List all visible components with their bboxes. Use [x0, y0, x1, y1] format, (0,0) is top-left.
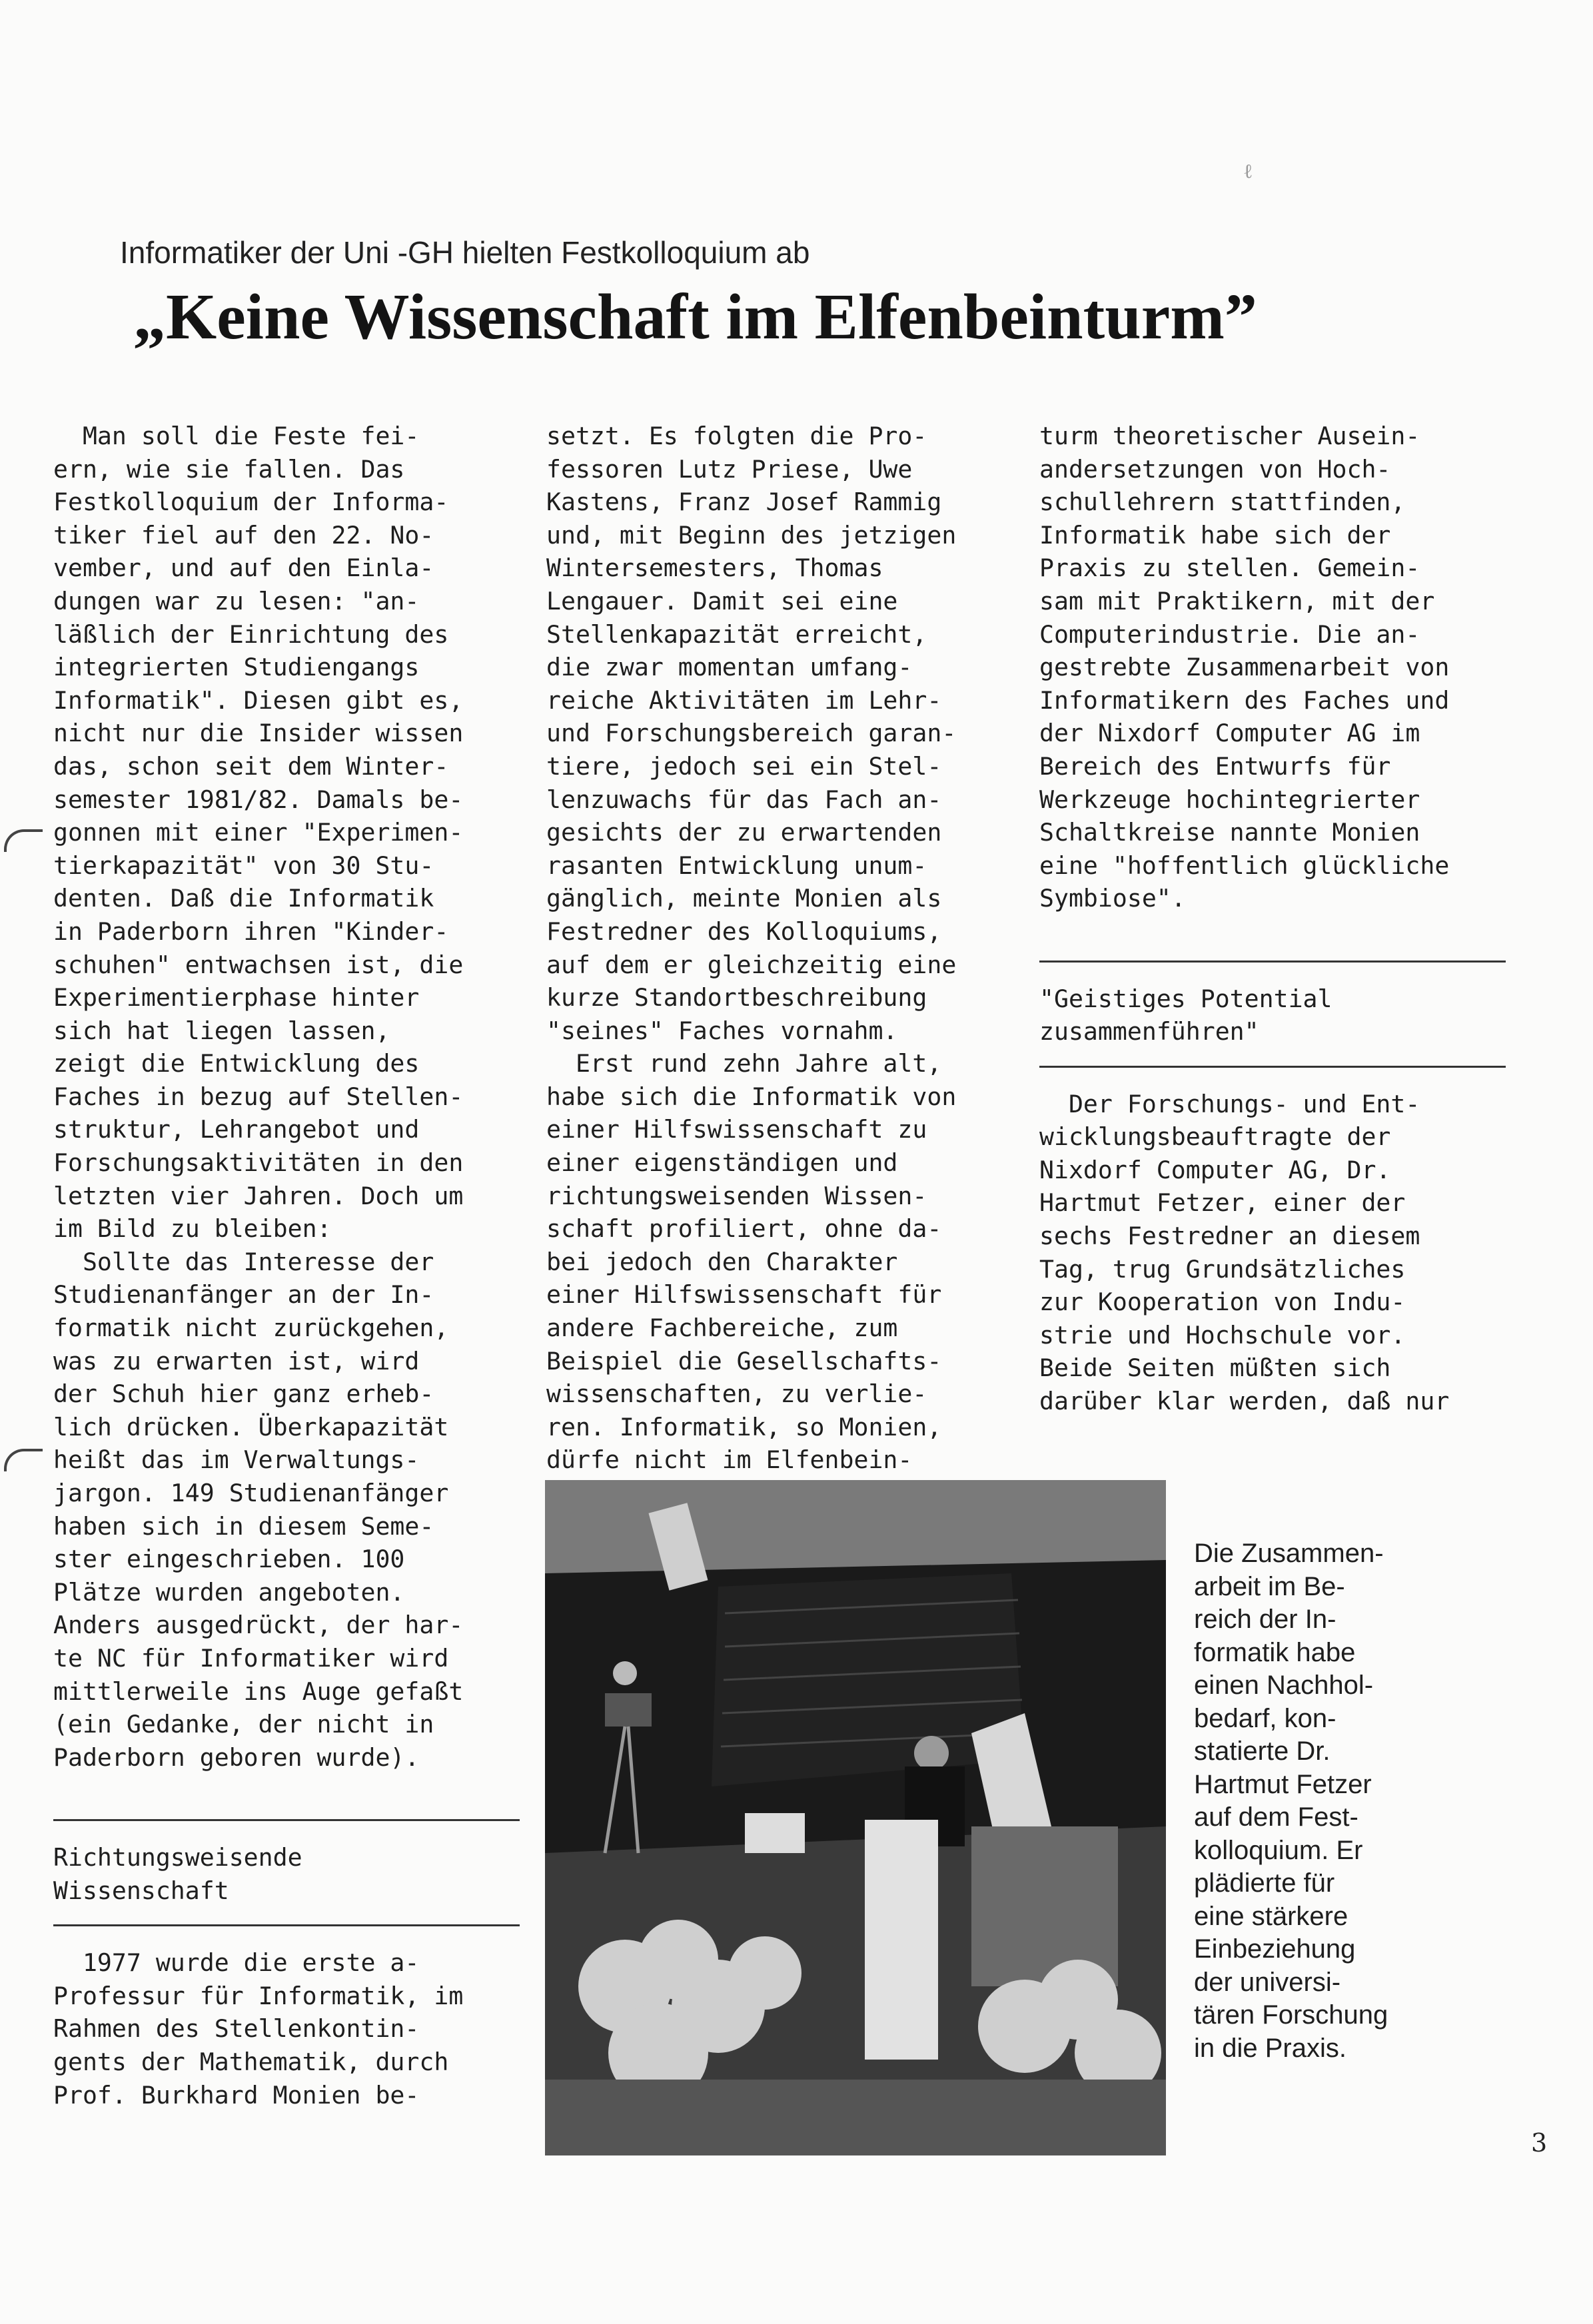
text-line: Der Forschungs- und Ent-	[1039, 1089, 1420, 1118]
text-line: ern, wie sie fallen. Das	[53, 454, 405, 484]
text-line: Computerindustrie. Die an-	[1039, 619, 1420, 649]
text-line: jargon. 149 Studienanfänger	[53, 1479, 449, 1507]
column-2	[546, 420, 1013, 1477]
caption-line: auf dem Fest-	[1194, 1802, 1358, 1832]
text-line: was zu erwarten ist, wird	[53, 1346, 420, 1375]
text-line: gesichts der zu erwartenden	[546, 818, 942, 847]
text-line: turm theoretischer Ausein-	[1039, 422, 1420, 450]
text-line: Faches in bezug auf Stellen-	[53, 1082, 464, 1111]
binding-mark	[4, 1449, 43, 1471]
text-line: die zwar momentan umfang-	[546, 653, 913, 682]
text-line: lich drücken. Überkapazität	[53, 1412, 449, 1441]
caption-line: der universi-	[1194, 1967, 1341, 1997]
text-line: dungen war zu lesen: "an-	[53, 586, 420, 615]
text-line: Symbiose".	[1039, 884, 1186, 913]
text-line: das, schon seit dem Winter-	[53, 751, 449, 781]
scan-mark: ℓ	[1243, 160, 1253, 183]
text-line: auf dem er gleichzeitig eine	[546, 950, 957, 979]
text-line: darüber klar werden, daß nur	[1039, 1387, 1450, 1416]
caption-line: Einbeziehung	[1194, 1934, 1356, 1964]
text-line: Paderborn geboren wurde).	[53, 1743, 420, 1772]
text-line: habe sich die Informatik von	[546, 1082, 957, 1111]
text-line: Werkzeuge hochintegrierter	[1039, 785, 1420, 814]
text-line: der Schuh hier ganz erheb-	[53, 1379, 434, 1409]
text-line: Praxis zu stellen. Gemein-	[1039, 554, 1420, 583]
text-line: gestrebte Zusammenarbeit von	[1039, 653, 1450, 682]
text-line: richtungsweisenden Wissen-	[546, 1181, 927, 1210]
text-line: wicklungsbeauftragte der	[1039, 1122, 1391, 1152]
text-line: letzten vier Jahren. Doch um	[53, 1181, 464, 1210]
text-line: im Bild zu bleiben:	[53, 1214, 332, 1244]
text-line: ster eingeschrieben. 100	[53, 1545, 405, 1574]
caption-line: tären Forschung	[1194, 2000, 1388, 2030]
subheading-line: Richtungsweisende	[53, 1842, 302, 1872]
column-1	[53, 420, 533, 2112]
text-line: te NC für Informatiker wird	[53, 1643, 449, 1673]
text-line: Informatikern des Faches und	[1039, 685, 1450, 715]
subheading-line: zusammenführen"	[1039, 1017, 1259, 1046]
text-line: formatik nicht zurückgehen,	[53, 1314, 449, 1343]
caption-line: eine stärkere	[1194, 1901, 1348, 1931]
subheading-geistiges-potential	[1039, 982, 1519, 1048]
text-line: schuhen" entwachsen ist, die	[53, 950, 464, 979]
divider	[53, 1819, 520, 1821]
text-line: Kastens, Franz Josef Rammig	[546, 488, 942, 517]
text-line: Hartmut Fetzer, einer der	[1039, 1188, 1406, 1218]
text-line: bei jedoch den Charakter	[546, 1247, 898, 1276]
text-line: einer Hilfswissenschaft für	[546, 1280, 942, 1310]
divider	[1039, 1066, 1506, 1068]
text-line: Nixdorf Computer AG, Dr.	[1039, 1155, 1391, 1184]
subheading-line: "Geistiges Potential	[1039, 984, 1332, 1013]
text-line: gonnen mit einer "Experimen-	[53, 818, 464, 847]
text-line: sich hat liegen lassen,	[53, 1016, 390, 1045]
text-line: semester 1981/82. Damals be-	[53, 785, 464, 814]
headline: „Keine Wissenschaft im Elfenbeinturm”	[133, 281, 1257, 353]
text-line: zur Kooperation von Indu-	[1039, 1288, 1406, 1317]
text-line: setzt. Es folgten die Pro-	[546, 422, 927, 450]
text-line: in Paderborn ihren "Kinder-	[53, 917, 449, 946]
text-line: Prof. Burkhard Monien be-	[53, 2080, 420, 2110]
text-line: integrierten Studiengangs	[53, 653, 420, 682]
kicker: Informatiker der Uni -GH hielten Festkolloquium ab	[120, 235, 810, 270]
text-line: Rahmen des Stellenkontin-	[53, 2014, 420, 2044]
text-line: Festredner des Kolloquiums,	[546, 917, 942, 946]
text-line: eine "hoffentlich glückliche	[1039, 851, 1450, 880]
caption-line: kolloquium. Er	[1194, 1835, 1363, 1865]
column-3-paragraph-2	[1039, 1088, 1519, 1418]
text-line: Informatik habe sich der	[1039, 520, 1391, 550]
column-1-paragraph-1	[53, 420, 533, 1246]
text-line: haben sich in diesem Seme-	[53, 1511, 434, 1541]
text-line: der Nixdorf Computer AG im	[1039, 719, 1420, 748]
column-3	[1039, 420, 1519, 1418]
text-line: andersetzungen von Hoch-	[1039, 454, 1391, 484]
text-line: rasanten Entwicklung unum-	[546, 851, 927, 880]
photo-caption	[1194, 1537, 1527, 2065]
caption-line: reich der In-	[1194, 1605, 1336, 1634]
text-line: struktur, Lehrangebot und	[53, 1115, 420, 1144]
text-line: und, mit Beginn des jetzigen	[546, 520, 957, 550]
text-line: Studienanfänger an der In-	[53, 1280, 434, 1310]
text-line: gents der Mathematik, durch	[53, 2047, 449, 2076]
text-line: 1977 wurde die erste a-	[53, 1948, 420, 1978]
column-1-paragraph-3	[53, 1946, 533, 2112]
page-number: 3	[1531, 2128, 1548, 2157]
caption-line: statierte Dr.	[1194, 1737, 1330, 1766]
text-line: Experimentierphase hinter	[53, 983, 420, 1012]
text-line: heißt das im Verwaltungs-	[53, 1445, 420, 1475]
text-line: Sollte das Interesse der	[53, 1247, 434, 1276]
text-line: Informatik". Diesen gibt es,	[53, 685, 464, 715]
text-line: Beide Seiten müßten sich	[1039, 1354, 1391, 1383]
text-line: Wintersemesters, Thomas	[546, 554, 883, 583]
text-line: strie und Hochschule vor.	[1039, 1320, 1406, 1350]
text-line: tiere, jedoch sei ein Stel-	[546, 751, 942, 781]
text-line: Erst rund zehn Jahre alt,	[546, 1049, 942, 1078]
column-1-paragraph-2	[53, 1246, 533, 1774]
text-line: Stellenkapazität erreicht,	[546, 619, 927, 649]
text-line: Man soll die Feste fei-	[53, 422, 420, 450]
text-line: gänglich, meinte Monien als	[546, 884, 942, 913]
text-line: Anders ausgedrückt, der har-	[53, 1611, 464, 1640]
caption-line: arbeit im Be-	[1194, 1571, 1345, 1601]
text-line: vember, und auf den Einla-	[53, 554, 434, 583]
text-line: Lengauer. Damit sei eine	[546, 586, 898, 615]
text-line: mittlerweile ins Auge gefaßt	[53, 1677, 464, 1706]
text-line: "seines" Faches vornahm.	[546, 1016, 898, 1045]
text-line: Festkolloquium der Informa-	[53, 488, 449, 517]
text-line: schaft profiliert, ohne da-	[546, 1214, 942, 1244]
caption-line: formatik habe	[1194, 1637, 1356, 1667]
text-line: Schaltkreise nannte Monien	[1039, 818, 1420, 847]
caption-line: plädierte für	[1194, 1868, 1335, 1898]
text-line: Beispiel die Gesellschafts-	[546, 1346, 942, 1375]
text-line: lenzuwachs für das Fach an-	[546, 785, 942, 814]
binding-mark	[4, 829, 43, 852]
column-3-paragraph-1	[1039, 420, 1519, 915]
text-line: Tag, trug Grundsätzliches	[1039, 1254, 1406, 1284]
photo-illustration	[545, 1480, 1166, 2155]
text-line: kurze Standortbeschreibung	[546, 983, 927, 1012]
text-line: fessoren Lutz Priese, Uwe	[546, 454, 913, 484]
text-line: dürfe nicht im Elfenbein-	[546, 1445, 913, 1475]
text-line: sechs Festredner an diesem	[1039, 1222, 1420, 1251]
caption-line: einen Nachhol-	[1194, 1671, 1374, 1700]
column-2-paragraph-2	[546, 1047, 1013, 1477]
text-line: ren. Informatik, so Monien,	[546, 1412, 942, 1441]
text-line: Plätze wurden angeboten.	[53, 1577, 405, 1607]
text-line: andere Fachbereiche, zum	[546, 1314, 898, 1343]
caption-line: bedarf, kon-	[1194, 1703, 1336, 1733]
text-line: tiker fiel auf den 22. No-	[53, 520, 434, 550]
text-line: tierkapazität" von 30 Stu-	[53, 851, 434, 880]
text-line: schullehrern stattfinden,	[1039, 488, 1406, 517]
caption-line: in die Praxis.	[1194, 2033, 1346, 2063]
text-line: (ein Gedanke, der nicht in	[53, 1710, 434, 1739]
caption-line: Hartmut Fetzer	[1194, 1769, 1372, 1799]
text-line: einer Hilfswissenschaft zu	[546, 1115, 927, 1144]
text-line: einer eigenständigen und	[546, 1148, 898, 1178]
caption-line: Die Zusammen-	[1194, 1539, 1384, 1568]
text-line: nicht nur die Insider wissen	[53, 719, 464, 748]
subheading-line: Wissenschaft	[53, 1876, 229, 1905]
divider	[1039, 961, 1506, 963]
text-line: sam mit Praktikern, mit der	[1039, 586, 1435, 615]
text-line: Forschungsaktivitäten in den	[53, 1148, 464, 1178]
text-line: denten. Daß die Informatik	[53, 884, 434, 913]
text-line: wissenschaften, zu verlie-	[546, 1379, 927, 1409]
subheading-richtungsweisende	[53, 1841, 533, 1907]
photo-lecture-hall	[545, 1480, 1166, 2155]
column-2-paragraph-1	[546, 420, 1013, 1047]
divider	[53, 1924, 520, 1926]
text-line: reiche Aktivitäten im Lehr-	[546, 685, 942, 715]
text-line: zeigt die Entwicklung des	[53, 1049, 420, 1078]
text-line: Professur für Informatik, im	[53, 1981, 464, 2010]
text-line: Bereich des Entwurfs für	[1039, 751, 1391, 781]
text-line: läßlich der Einrichtung des	[53, 619, 449, 649]
text-line: und Forschungsbereich garan-	[546, 719, 957, 748]
